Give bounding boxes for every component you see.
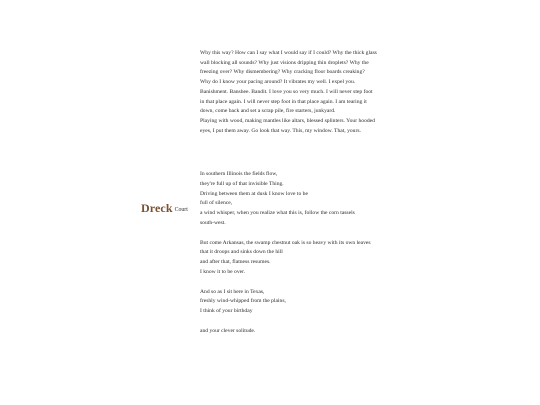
prose-line: freezing over? Why dismembering? Why cracking floor boards creaking?: [200, 69, 365, 76]
poem-line: that it droops and sinks down the hill: [200, 249, 283, 256]
poem-stanza: [200, 170, 430, 229]
poem-stanza: [200, 327, 430, 337]
prose-line: Why this way? How can I say what I would say if I could? Why the thick glass: [200, 50, 377, 56]
poem-line: I know it to be over.: [200, 268, 246, 275]
poem-line: Driving between them at dusk I know love to be: [200, 190, 308, 197]
poem-line: And so as I sit here in Texas,: [200, 288, 265, 295]
poem-line: south-west.: [200, 219, 226, 226]
prose-line: down, come back and set a scrap pile, fire starters, junkyard.: [200, 108, 336, 115]
poem-line: I think of your birthday: [200, 308, 253, 315]
poem-line: and your clever solitude.: [200, 327, 256, 334]
prose-line: in that place again. I will never step foot in that place again. I am tearing it: [200, 98, 367, 105]
prose-line: eyes, I put them away. Go look that way. This, my window. That, yours.: [200, 127, 361, 134]
poem-line: freshly wind-whipped from the plains,: [200, 298, 286, 305]
poem-stanza: [200, 288, 430, 317]
poem: [200, 170, 430, 346]
prose-paragraph: [200, 49, 415, 136]
poem-line: a wind whisper, when you realize what this is, follow the corn tassels: [200, 210, 355, 217]
prose-line: Playing with wood, making mantles like altars, blessed splinters. Your hooded: [200, 117, 375, 124]
poem-stanza: [200, 239, 430, 278]
prose-line: Banishment. Banshee. Bandit. I love you so very much. I will never step foot: [200, 88, 373, 95]
prose-line: Why do I know your pacing around? It vibrates my well. I expel you.: [200, 79, 356, 86]
poem-line: But come Arkansas, the swamp chestnut oak is so heavy with its own leaves: [200, 239, 371, 246]
author-first-name: Court: [174, 207, 188, 213]
poem-line: and after that, flatness resumes.: [200, 259, 271, 266]
author-last-name: Dreck: [141, 201, 173, 215]
prose-line: wall blocking all sounds? Why just visions dripping thin droplets? Why the: [200, 59, 369, 66]
author-name: [141, 199, 188, 217]
poem-line: they're full up of that invisible Thing.: [200, 180, 284, 187]
poem-line: In southern Illinois the fields flow,: [200, 171, 278, 177]
poem-line: full of silence,: [200, 200, 233, 207]
